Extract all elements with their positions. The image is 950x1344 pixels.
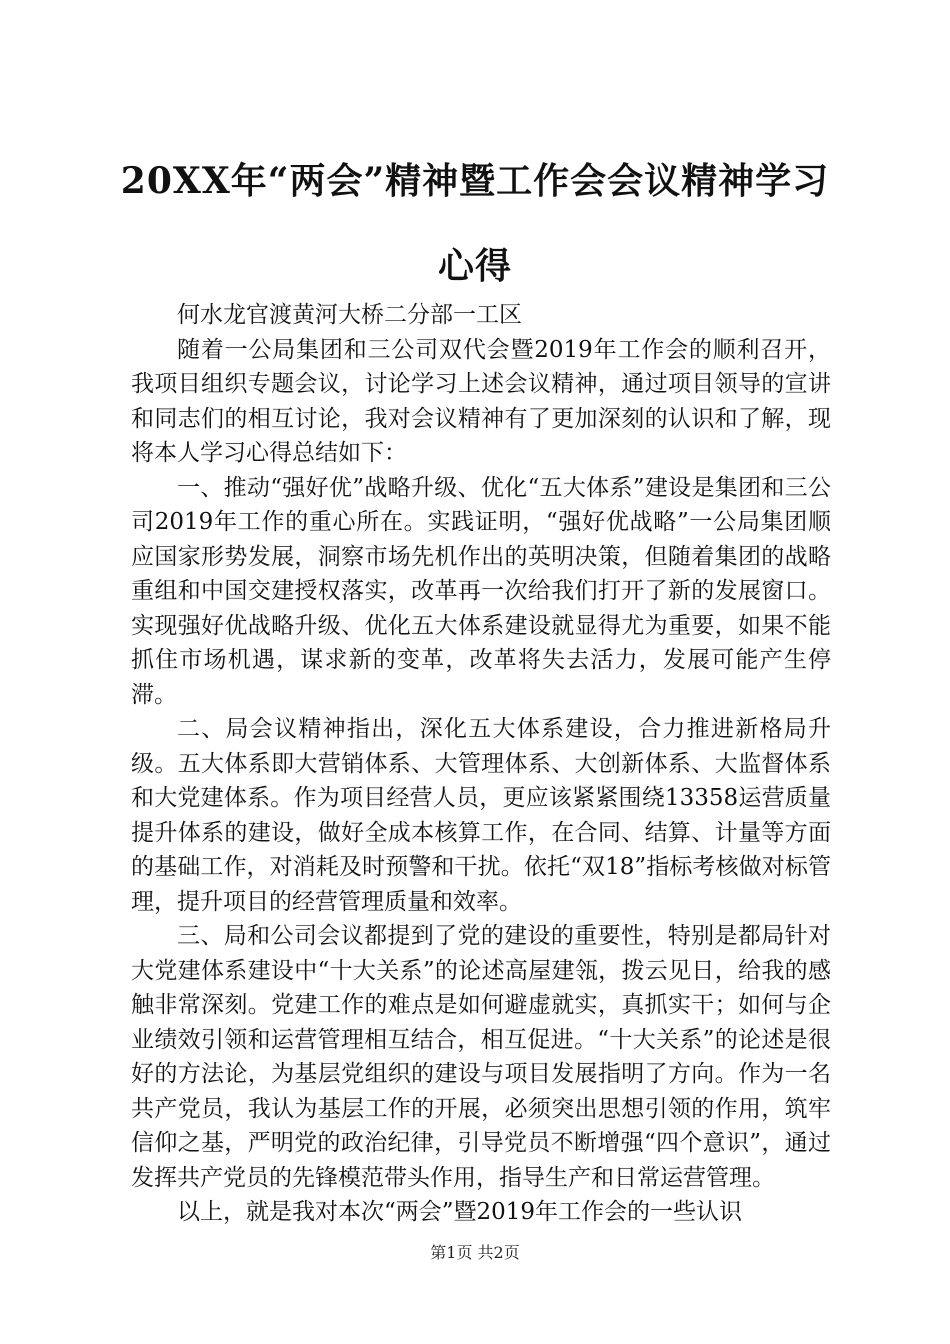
paragraph-3: 三、局和公司会议都提到了党的建设的重要性，特别是都局针对大党建体系建设中“十大关系”的论述高屋建瓴，拨云见日，给我的感触非常深刻。党建工作的难点是如何避虚就实，真抓实干；如何与企业绩效引领和运营管理相互结合，相互促进。“十大关系”的论述是很好的方法论，为基层党组织的建设与项目发展指明了方向。作为一名共产党员，我认为基层工作的开展，必须突出思想引领的作用，筑牢信仰之基，严明党的政治纪律，引导党员不断增强“四个意识”，通过发挥共产党员的先锋模范带头作用，指导生产和日常运营管理。 <box>131 923 831 1191</box>
document-body <box>131 298 831 1230</box>
paragraph-conclusion: 以上，就是我对本次“两会”暨2019年工作会的一些认识 <box>177 1199 743 1225</box>
paragraph-2: 二、局会议精神指出，深化五大体系建设，合力推进新格局升级。五大体系即大营销体系、大管理体系、大创新体系、大监督体系和大党建体系。作为项目经营人员，更应该紧紧围绕13358运营质量提升体系的建设，做好全成本核算工作，在合同、结算、计量等方面的基础工作，对消耗及时预警和干扰。依托“双18”指标考核做对标管理，提升项目的经营管理质量和效率。 <box>131 716 831 915</box>
paragraph-1: 一、推动“强好优”战略升级、优化“五大体系”建设是集团和三公司2019年工作的重心所在。实践证明，“强好优战略”一公局集团顺应国家形势发展，洞察市场先机作出的英明决策，但随着集团的战略重组和中国交建授权落实，改革再一次给我们打开了新的发展窗口。实现强好优战略升级、优化五大体系建设就显得尤为重要，如果不能抓住市场机遇，谋求新的变革，改革将失去活力，发展可能产生停滞。 <box>131 474 831 708</box>
author-line: 何水龙官渡黄河大桥二分部一工区 <box>177 302 522 328</box>
document-title-line-1: 20XX年“两会”精神暨工作会会议精神学习 <box>120 160 830 202</box>
document-title-line-2: 心得 <box>437 245 512 287</box>
page-footer: 第1页 共2页 <box>430 1243 520 1262</box>
paragraph-intro: 随着一公局集团和三公司双代会暨2019年工作会的顺利召开，我项目组织专题会议，讨论学习上述会议精神，通过项目领导的宣讲和同志们的相互讨论，我对会议精神有了更加深刻的认识和了解，现将本人学习心得总结如下： <box>131 336 831 466</box>
